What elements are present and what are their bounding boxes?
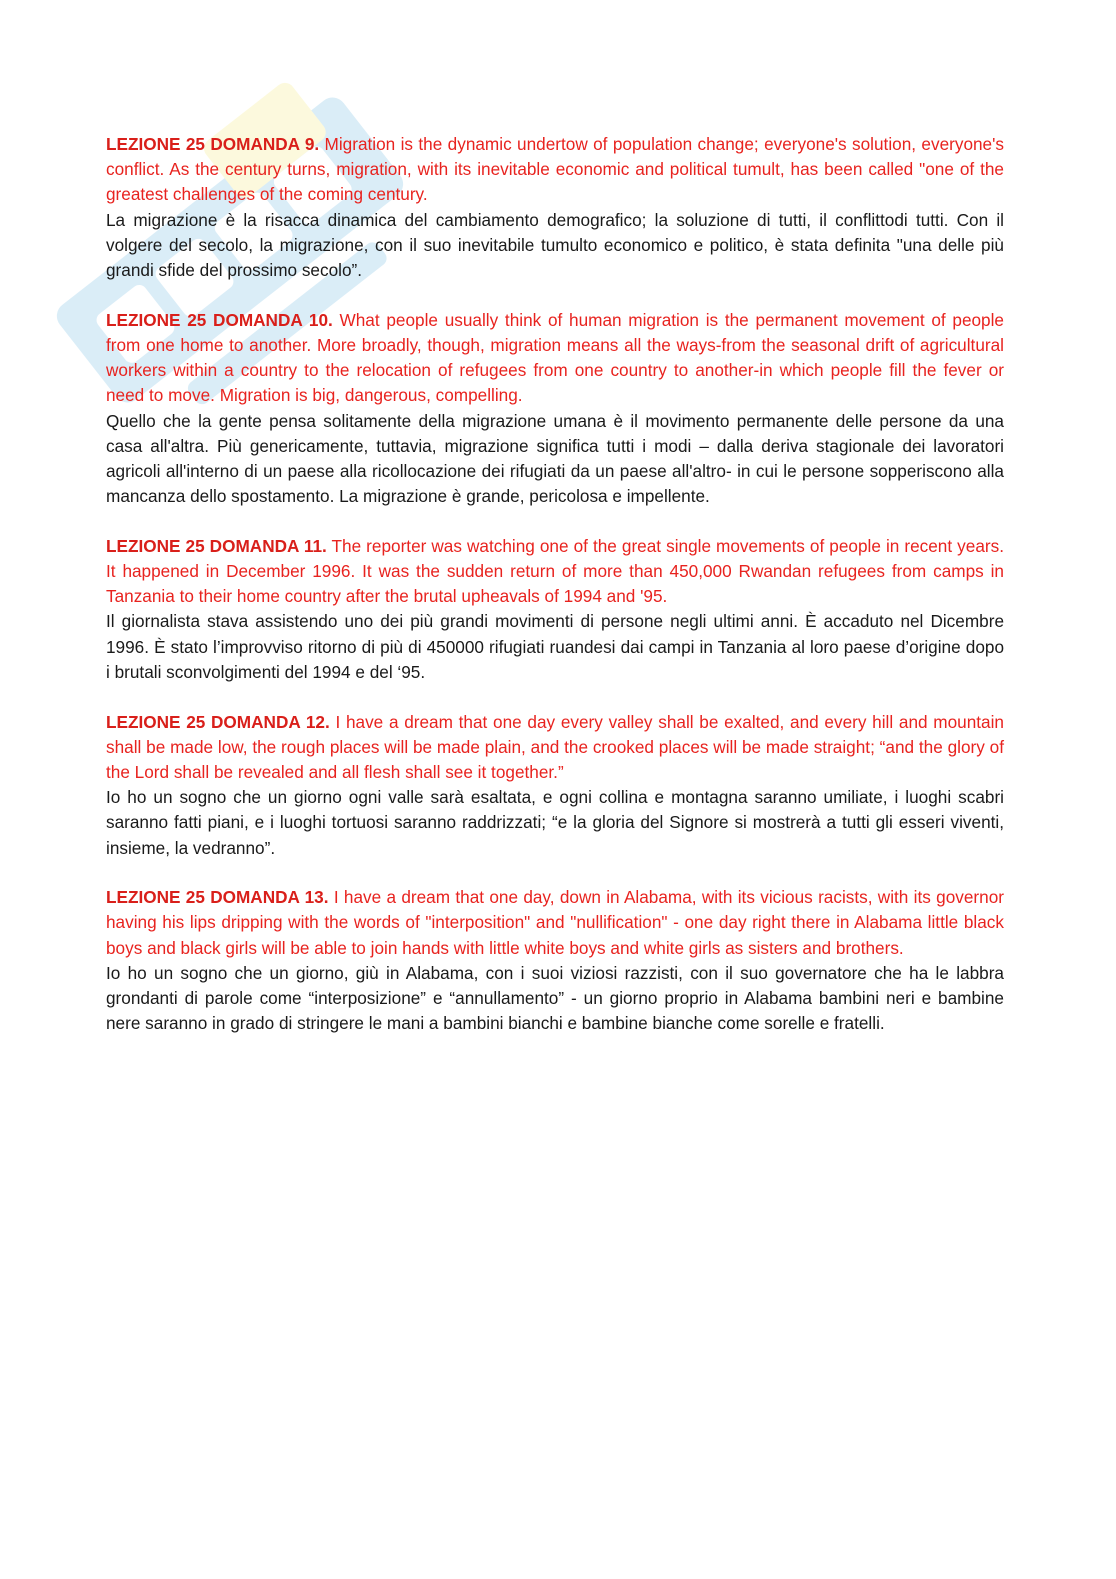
question-label: LEZIONE 25 DOMANDA 9. xyxy=(106,134,320,154)
question-english-text: The reporter was watching one of the great single movements of people in recent years. It happened in December 1996. It was the sudden return of more than 450,000 Rwandan refugees from camps in Tanzania to their home country after the brutal upheavals of 1994 and '95. xyxy=(106,535,1004,607)
question-block-9 xyxy=(106,132,1004,283)
answer-italian: La migrazione è la risacca dinamica del cambiamento demografico; la soluzione di tutti, il conflittodi tutti. Con il volgere del secolo, la migrazione, con il suo inevitabile tumulto economico e politico, è stata definita "una delle più grandi sfide del prossimo secolo”. xyxy=(106,209,1004,281)
answer-italian: Quello che la gente pensa solitamente della migrazione umana è il movimento permanente delle persone da una casa all'altra. Più genericamente, tuttavia, migrazione significa tutti i modi – dalla deriva stagionale dei lavoratori agricoli all'interno di un paese alla ricollocazione dei rifugiati da un paese all'altro- in cui le persone sopperiscono alla mancanza dello spostamento. La migrazione è grande, pericolosa e impellente. xyxy=(106,410,1004,507)
question-block-12 xyxy=(106,710,1004,861)
question-english xyxy=(106,132,1004,208)
question-english-text: I have a dream that one day every valley shall be exalted, and every hill and mountain shall be made low, the rough places will be made plain, and the crooked places will be made straight; “and the glory of the Lord shall be revealed and all flesh shall see it together.” xyxy=(106,711,1004,782)
answer-italian: Io ho un sogno che un giorno, giù in Alabama, con i suoi viziosi razzisti, con il suo governatore che ha le labbra grondanti di parole come “interposizione” e “annullamento” - un giorno proprio in Alabama bambini neri e bambine nere saranno in grado di stringere le mani a bambini bianchi e bambine bianche come sorelle e fratelli. xyxy=(106,962,1004,1034)
question-english xyxy=(106,885,1004,961)
question-label: LEZIONE 25 DOMANDA 10. xyxy=(106,309,333,330)
question-block-10 xyxy=(106,308,1004,510)
question-english xyxy=(106,710,1004,786)
question-label: LEZIONE 25 DOMANDA 13. xyxy=(106,887,329,908)
question-block-11 xyxy=(106,534,1004,685)
question-english-text: Migration is the dynamic undertow of population change; everyone's solution, everyone's conflict. As the century turns, migration, with its inevitable economic and political tumult, has been called "one of the greatest challenges of the coming century. xyxy=(106,134,1004,205)
question-label: LEZIONE 25 DOMANDA 11. xyxy=(106,535,327,556)
question-english xyxy=(106,308,1004,409)
question-english xyxy=(106,534,1004,610)
question-block-13 xyxy=(106,885,1004,1036)
document-content xyxy=(106,132,1004,1061)
answer-italian: Il giornalista stava assistendo uno dei più grandi movimenti di persone negli ultimi anni. È accaduto nel Dicembre 1996. È stato l’improvviso ritorno di più di 450000 rifugiati ruandesi dai campi in Tanzania al loro paese d’origine dopo i brutali sconvolgimenti del 1994 e del ‘95. xyxy=(106,611,1004,682)
question-label: LEZIONE 25 DOMANDA 12. xyxy=(106,711,330,732)
question-english-text: I have a dream that one day, down in Alabama, with its vicious racists, with its governor having his lips dripping with the words of "interposition" and "nullification" - one day right there in Alabama little black boys and black girls will be able to join hands with little white boys and white girls as sisters and brothers. xyxy=(106,887,1004,958)
question-english-text: What people usually think of human migration is the permanent movement of people from one home to another. More broadly, though, migration means all the ways-from the seasonal drift of agricultural workers within a country to the relocation of refugees from one country to another-in which people fill the fever or need to move. Migration is big, dangerous, compelling. xyxy=(106,309,1004,406)
answer-italian: Io ho un sogno che un giorno ogni valle sarà esaltata, e ogni collina e montagna saranno umiliate, i luoghi scabri saranno fatti piani, e i luoghi tortuosi saranno raddrizzati; “e la gloria del Signore si mostrerà a tutti gli esseri viventi, insieme, la vedranno”. xyxy=(106,787,1004,858)
